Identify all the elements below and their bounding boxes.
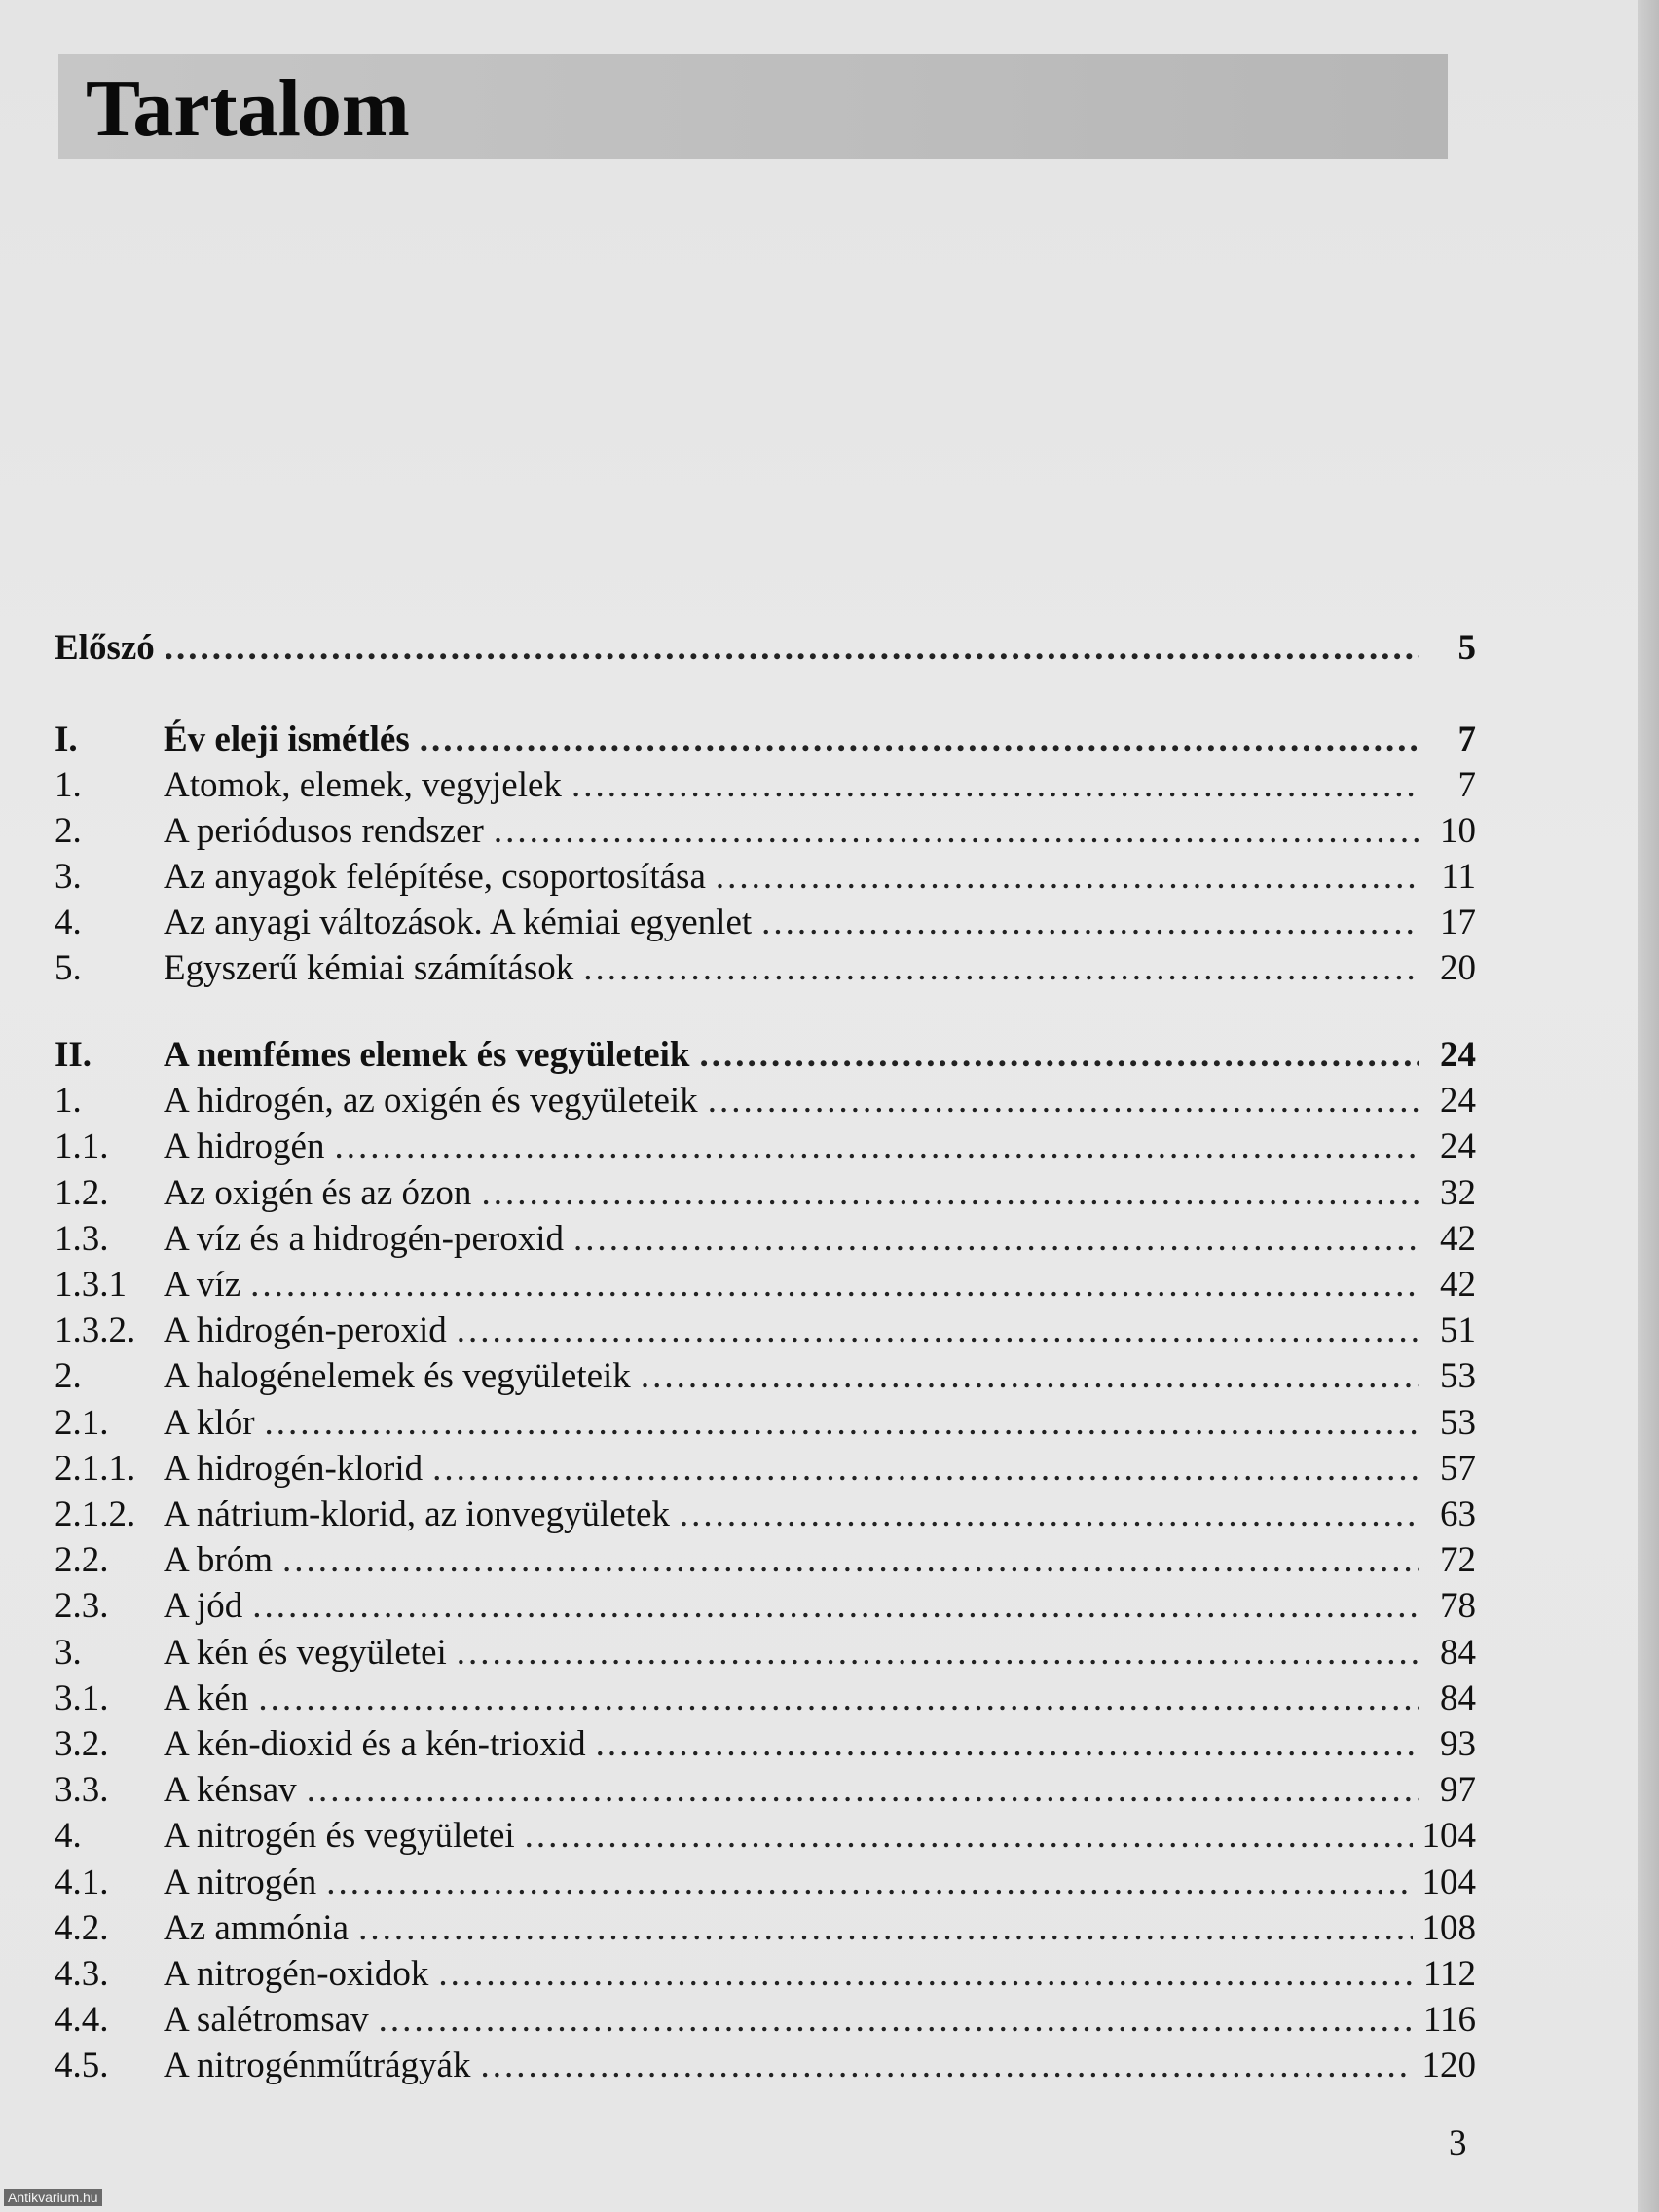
toc-entry [55,1262,1476,1309]
toc-entry-page: 108 [1421,1907,1476,1948]
toc-entry-page: 51 [1440,1310,1476,1351]
toc-entry-number: 4.5. [55,2046,109,2086]
toc-entry-page: 63 [1440,1494,1476,1534]
toc-entry-label: A hidrogén [164,1126,325,1167]
toc-entry-page: 24 [1440,1035,1476,1075]
toc-entry [55,1400,1476,1447]
toc-entry [55,854,1476,901]
toc-entry-label: A nemfémes elemek és vegyületeik [164,1035,690,1075]
toc-entry [55,762,1476,809]
toc-entry-number: 3. [55,1632,82,1673]
toc-entry-number: 4.1. [55,1862,109,1902]
toc-leader-dots [250,1262,1419,1309]
toc-entry-page: 11 [1441,857,1476,897]
toc-entry-number: 4.2. [55,1907,109,1948]
toc-entry [55,1997,1476,2044]
toc-entry-label: A halogénelemek és vegyületeik [164,1356,631,1397]
toc-leader-dots [573,1216,1419,1263]
toc-entry-label: A hidrogén-peroxid [164,1310,447,1351]
toc-entry-label: A kén-dioxid és a kén-trioxid [164,1724,586,1764]
toc-entry [55,1032,1476,1079]
toc-entry-number: 1.1. [55,1126,109,1167]
toc-entry-page: 116 [1422,2000,1476,2041]
toc-entry-page: 84 [1440,1677,1476,1718]
toc-entry-number: 1.2. [55,1172,109,1213]
toc-entry-page: 72 [1440,1540,1476,1581]
toc-leader-dots [708,1078,1419,1124]
toc-entry-number: 5. [55,948,82,988]
toc-entry-label: A klór [164,1402,255,1443]
toc-leader-dots [432,1446,1419,1493]
toc-entry [55,1537,1476,1584]
toc-entry-label: Év eleji ismétlés [164,719,410,759]
toc-entry [55,1124,1476,1170]
toc-entry-page: 42 [1440,1218,1476,1259]
toc-leader-dots [326,1860,1412,1906]
toc-leader-dots [716,854,1419,901]
toc-entry-label: A kén [164,1677,249,1718]
toc-entry-number: 2.1. [55,1402,109,1443]
toc-entry-label: A nitrogén [164,1862,317,1902]
toc-entry-label: A jód [164,1586,243,1627]
toc-entry-number: I. [55,719,78,759]
toc-entry-page: 24 [1440,1126,1476,1167]
toc-leader-dots [641,1353,1419,1400]
toc-leader-dots [699,1032,1419,1079]
toc-leader-dots [438,1951,1414,1998]
toc-entry-page: 20 [1440,948,1476,988]
toc-entry-label: A salétromsav [164,2000,369,2041]
toc-entry-label: A nitrogén és vegyületei [164,1816,515,1857]
toc-entry [55,1216,1476,1263]
toc-entry-page: 78 [1440,1586,1476,1627]
watermark: Antikvarium.hu [4,2189,102,2206]
toc-leader-dots [334,1124,1419,1170]
toc-leader-dots [457,1308,1419,1354]
toc-entry-label: Az oxigén és az ózon [164,1172,472,1213]
toc-entry-page: 42 [1440,1265,1476,1305]
toc-entry-page: 57 [1440,1448,1476,1489]
toc-entry-label: A víz és a hidrogén-peroxid [164,1218,564,1259]
toc-entry-number: 1.3.1 [55,1265,127,1305]
toc-entry-page: 53 [1440,1356,1476,1397]
toc-entry-page: 84 [1440,1632,1476,1673]
toc-entry-number: 1. [55,765,82,805]
toc-entry [55,1308,1476,1354]
toc-entry-page: 24 [1440,1081,1476,1122]
toc-entry [55,1630,1476,1677]
toc-leader-dots [525,1813,1413,1860]
toc-entry [55,1951,1476,1998]
toc-entry-page: 7 [1457,765,1476,805]
toc-entry [55,1353,1476,1400]
toc-leader-dots [494,808,1419,855]
toc-entry-page: 120 [1421,2046,1476,2086]
toc-leader-dots [165,625,1419,672]
toc-entry-number: 1. [55,1081,82,1122]
toc-entry [55,1170,1476,1217]
toc-entry [55,945,1476,992]
toc-entry-page: 53 [1440,1402,1476,1443]
toc-entry-label: A nitrogénműtrágyák [164,2046,471,2086]
toc-entry [55,1676,1476,1722]
toc-entry-label: A nátrium-klorid, az ionvegyületek [164,1494,670,1534]
toc-entry [55,900,1476,946]
toc-entry [55,1078,1476,1124]
toc-entry-number: 2.1.1. [55,1448,136,1489]
toc-entry-label: A bróm [164,1540,274,1581]
toc-entry-page: 7 [1457,719,1476,759]
toc-leader-dots [596,1721,1419,1768]
toc-entry [55,717,1476,763]
toc-leader-dots [307,1767,1419,1814]
toc-leader-dots [258,1676,1419,1722]
toc-entry-number: 3. [55,857,82,897]
toc-leader-dots [680,1492,1419,1538]
toc-entry [55,1813,1476,1860]
toc-leader-dots [420,717,1419,763]
toc-entry-label: A kén és vegyületei [164,1632,447,1673]
toc-entry-label: A periódusos rendszer [164,811,484,851]
toc-entry-label: A hidrogén, az oxigén és vegyületeik [164,1081,698,1122]
page-title: Tartalom [86,63,410,154]
toc-entry-number: 2.3. [55,1586,109,1627]
toc-entry-eloszo [55,625,1476,672]
toc-entry-label: Egyszerű kémiai számítások [164,948,574,988]
toc-entry-label: A víz [164,1265,241,1305]
toc-entry-page: 5 [1457,628,1476,668]
toc-entry-number: 3.3. [55,1770,109,1811]
toc-entry-page: 93 [1440,1724,1476,1764]
toc-leader-dots [583,945,1419,992]
toc-leader-dots [571,762,1419,809]
toc-leader-dots [457,1630,1419,1677]
toc-entry-number: 4. [55,1816,82,1857]
toc-entry-number: II. [55,1035,92,1075]
toc-entry-label: Az anyagi változások. A kémiai egyenlet [164,903,753,942]
toc-entry-page: 104 [1421,1862,1476,1902]
toc-entry-label: Atomok, elemek, vegyjelek [164,765,562,805]
toc-entry-number: 2. [55,1356,82,1397]
toc-entry-number: 2.2. [55,1540,109,1581]
toc-entry-number: 2.1.2. [55,1494,136,1534]
toc-leader-dots [480,2043,1412,2089]
toc-leader-dots [761,900,1419,946]
toc-leader-dots [481,1170,1419,1217]
toc-entry-page: 104 [1421,1816,1476,1857]
toc-entry-page: 32 [1440,1172,1476,1213]
toc-entry-number: 1.3. [55,1218,109,1259]
toc-entry [55,1860,1476,1906]
toc-entry [55,1583,1476,1630]
toc-leader-dots [379,1997,1414,2044]
toc-entry-number: 4.4. [55,2000,109,2041]
toc-entry [55,1905,1476,1952]
toc-entry-number: 3.2. [55,1724,109,1764]
toc-entry [55,808,1476,855]
toc-entry-number: 2. [55,811,82,851]
toc-entry-number: 4.3. [55,1954,109,1994]
toc-entry-page: 17 [1440,903,1476,942]
toc-entry [55,1492,1476,1538]
page-number: 3 [1449,2123,1467,2163]
toc-entry-number: 1.3.2. [55,1310,136,1351]
toc-entry-label: Előszó [55,628,155,668]
toc-entry [55,1446,1476,1493]
toc-entry-number: 3.1. [55,1677,109,1718]
toc-entry [55,2043,1476,2089]
toc-entry-number: 4. [55,903,82,942]
toc-entry-label: A nitrogén-oxidok [164,1954,429,1994]
toc-entry-page: 97 [1440,1770,1476,1811]
toc-leader-dots [252,1583,1419,1630]
toc-entry-label: Az ammónia [164,1907,350,1948]
toc-entry-label: A kénsav [164,1770,297,1811]
toc-entry-page: 10 [1440,811,1476,851]
toc-entry [55,1767,1476,1814]
toc-entry-label: Az anyagok felépítése, csoportosítása [164,857,706,897]
toc-leader-dots [282,1537,1419,1584]
toc-entry-label: A hidrogén-klorid [164,1448,424,1489]
toc-leader-dots [265,1400,1419,1447]
toc-leader-dots [358,1905,1412,1952]
toc-entry [55,1721,1476,1768]
toc-entry-page: 112 [1422,1954,1476,1994]
